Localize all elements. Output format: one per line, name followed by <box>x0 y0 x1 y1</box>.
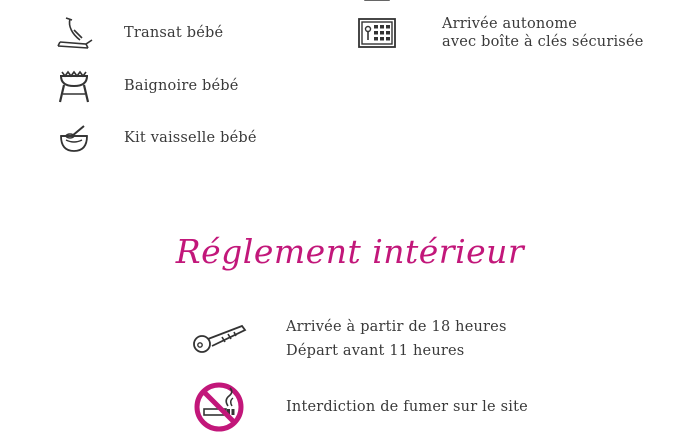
transat-label: Transat bébé <box>124 25 224 41</box>
baby-bathtub-icon <box>56 70 92 104</box>
key-icon <box>192 322 248 358</box>
key-lockbox-icon <box>358 18 396 48</box>
autonome-line1: Arrivée autonome <box>442 16 578 32</box>
checkout-text: Départ avant 11 heures <box>286 343 465 359</box>
vaisselle-label: Kit vaisselle bébé <box>124 130 257 146</box>
partial-icon-top <box>364 0 390 2</box>
no-smoking-icon <box>194 382 244 432</box>
checkin-text: Arrivée à partir de 18 heures <box>286 319 507 335</box>
autonome-line2: avec boîte à clés sécurisée <box>442 34 644 50</box>
no-smoking-text: Interdiction de fumer sur le site <box>286 399 528 415</box>
baby-bouncer-icon <box>52 16 94 50</box>
baignoire-label: Baignoire bébé <box>124 78 239 94</box>
baby-tableware-icon <box>58 124 90 154</box>
page-title: Réglement intérieur <box>175 232 525 271</box>
